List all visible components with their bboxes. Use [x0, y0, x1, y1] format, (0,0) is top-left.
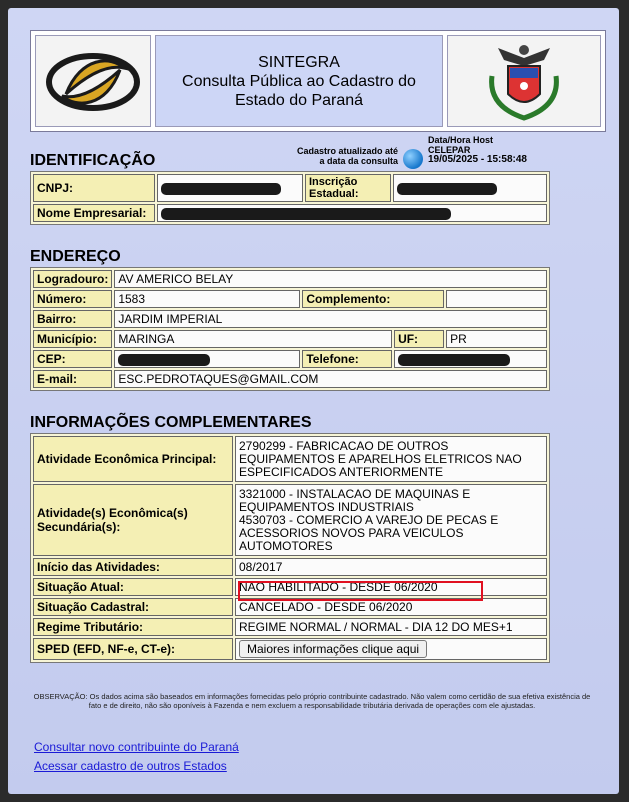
cep-redaction	[118, 354, 210, 366]
regime-value: REGIME NORMAL / NORMAL - DIA 12 DO MES+1	[235, 618, 547, 636]
ie-value	[393, 174, 547, 202]
header-title-box	[155, 35, 443, 127]
acessar-outros-link[interactable]: Acessar cadastro de outros Estados	[34, 759, 227, 773]
email-label: E-mail:	[33, 370, 112, 388]
numero-value: 1583	[114, 290, 300, 308]
situacao-highlight	[238, 581, 483, 601]
nome-redaction	[161, 208, 451, 220]
datahora-block	[428, 135, 527, 165]
datahora-value: 19/05/2025 - 15:58:48	[428, 154, 527, 165]
sintegra-logo	[35, 35, 151, 127]
situacao-label: Situação Atual:	[33, 578, 233, 596]
datahora-label: Data/Hora Host	[428, 135, 494, 145]
atividade-sec-value1: 3321000 - INSTALACAO DE MAQUINAS E EQUIPAMENTOS INDUSTRIAIS	[239, 486, 471, 514]
header-title-line1: SINTEGRA	[258, 53, 340, 71]
cadastro-note-line1: Cadastro atualizado até	[296, 146, 398, 156]
regime-label: Regime Tributário:	[33, 618, 233, 636]
inicio-value: 08/2017	[235, 558, 547, 576]
nome-label: Nome Empresarial:	[33, 204, 155, 222]
sped-info-button[interactable]: Maiores informações clique aqui	[239, 640, 427, 658]
cep-label: CEP:	[33, 350, 112, 368]
uf-value: PR	[446, 330, 547, 348]
atividade-sec-value2: 4530703 - COMERCIO A VAREJO DE PECAS E ACESSORIOS NOVOS PARA VEICULOS AUTOMOTORES	[239, 512, 499, 553]
telefone-redaction	[398, 354, 510, 366]
atividade-principal-value: 2790299 - FABRICACAO DE OUTROS EQUIPAMENTOS E APARELHOS ELETRICOS NAO ESPECIFICADOS ANTERIORMENTE	[235, 436, 547, 482]
endereco-table	[30, 267, 550, 391]
inicio-label: Início das Atividades:	[33, 558, 233, 576]
nome-value	[157, 204, 547, 222]
header-banner	[30, 30, 606, 132]
municipio-value: MARINGA	[114, 330, 392, 348]
ie-label: Inscrição Estadual:	[305, 174, 391, 202]
info-title: INFORMAÇÕES COMPLEMENTARES	[30, 414, 312, 431]
observacao-text: OBSERVAÇÃO: Os dados acima são baseados em informações fornecidas pelo próprio contribuinte cadastrado. Não valem como certidão de sua efetiva existência de fato e de direito, não são oponíveis à Fazenda e nem excluem a responsabilidade tributária derivada de operações com ele ajustadas.	[33, 692, 591, 710]
cadastral-value: CANCELADO - DESDE 06/2020	[235, 598, 547, 616]
complemento-value	[446, 290, 547, 308]
cadastro-note-line2: a data da consulta	[319, 156, 398, 166]
cnpj-label: CNPJ:	[33, 174, 155, 202]
datahora-source: CELEPAR	[428, 145, 471, 155]
sped-label: SPED (EFD, NF-e, CT-e):	[33, 638, 233, 660]
telefone-value	[394, 350, 547, 368]
bairro-label: Bairro:	[33, 310, 112, 328]
cnpj-value	[157, 174, 303, 202]
logradouro-label: Logradouro:	[33, 270, 112, 288]
atividade-principal-label: Atividade Econômica Principal:	[33, 436, 233, 482]
page	[8, 8, 619, 794]
ie-redaction	[397, 183, 497, 195]
cadastral-label: Situação Cadastral:	[33, 598, 233, 616]
complemento-label: Complemento:	[302, 290, 444, 308]
sintegra-logo-icon	[36, 36, 150, 126]
cep-value	[114, 350, 300, 368]
atividade-sec-label: Atividade(s) Econômica(s) Secundária(s):	[33, 484, 233, 556]
header-title-line2: Consulta Pública ao Cadastro do	[182, 72, 416, 90]
identificacao-table	[30, 171, 550, 225]
info-table	[30, 433, 550, 663]
situacao-value: NAO HABILITADO - DESDE 06/2020	[235, 578, 547, 596]
coat-of-arms	[447, 35, 601, 127]
atividade-sec-cell	[235, 484, 547, 556]
consultar-novo-link[interactable]: Consultar novo contribuinte do Paraná	[34, 740, 239, 754]
coat-of-arms-icon	[448, 36, 600, 126]
identificacao-title: IDENTIFICAÇÃO	[30, 152, 156, 169]
endereco-title: ENDEREÇO	[30, 248, 121, 265]
municipio-label: Município:	[33, 330, 112, 348]
uf-label: UF:	[394, 330, 444, 348]
cnpj-redaction	[161, 183, 281, 195]
email-value: ESC.PEDROTAQUES@GMAIL.COM	[114, 370, 547, 388]
globe-icon	[403, 149, 423, 169]
bairro-value: JARDIM IMPERIAL	[114, 310, 547, 328]
header-title-line3: Estado do Paraná	[234, 91, 364, 109]
sped-cell	[235, 638, 547, 660]
telefone-label: Telefone:	[302, 350, 392, 368]
numero-label: Número:	[33, 290, 112, 308]
logradouro-value: AV AMERICO BELAY	[114, 270, 547, 288]
cadastro-note	[262, 146, 398, 166]
